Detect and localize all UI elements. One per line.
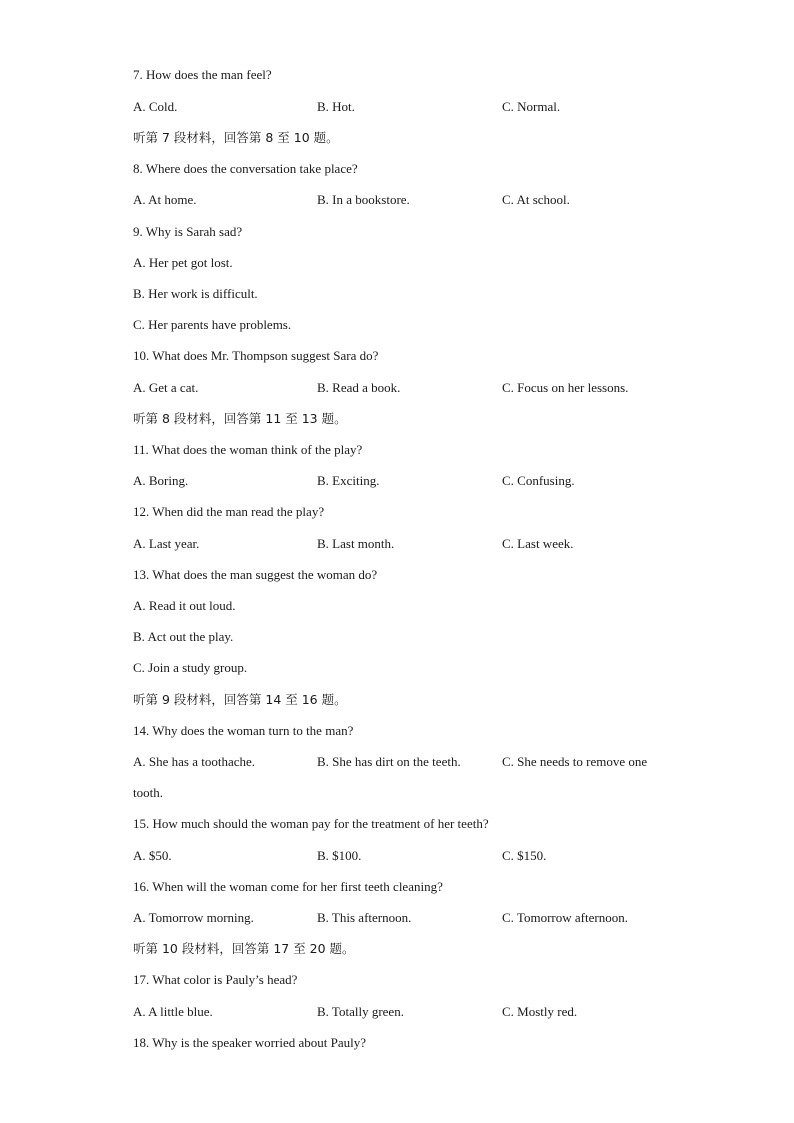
option-c: C. Join a study group.	[133, 660, 248, 675]
option-a: A. Her pet got lost.	[133, 255, 233, 270]
section-instruction-9: 听第 9 段材料，回答第 14 至 16 题。	[133, 692, 347, 707]
question-18: 18. Why is the speaker worried about Pauly?	[133, 1035, 366, 1050]
question-14: 14. Why does the woman turn to the man?	[133, 723, 354, 738]
option-a: A. Tomorrow morning.	[133, 910, 254, 925]
option-c-continuation: tooth.	[133, 785, 163, 800]
option-c: C. Normal.	[502, 99, 561, 114]
option-b: B. Act out the play.	[133, 629, 234, 644]
question-8: 8. Where does the conversation take place?	[133, 161, 358, 176]
option-c: C. Confusing.	[502, 473, 575, 488]
section-instruction-7: 听第 7 段材料，回答第 8 至 10 题。	[133, 130, 339, 145]
option-a: A. A little blue.	[133, 1004, 213, 1019]
question-17: 17. What color is Pauly’s head?	[133, 972, 298, 987]
question-9: 9. Why is Sarah sad?	[133, 224, 243, 239]
option-c: C. Her parents have problems.	[133, 317, 292, 332]
option-c: C. Mostly red.	[502, 1004, 578, 1019]
option-b: B. This afternoon.	[317, 910, 412, 925]
option-a: A. Boring.	[133, 473, 189, 488]
question-15: 15. How much should the woman pay for the treatment of her teeth?	[133, 816, 489, 831]
option-c: C. Last week.	[502, 536, 574, 551]
option-b: B. She has dirt on the teeth.	[317, 754, 461, 769]
option-a: A. $50.	[133, 848, 172, 863]
option-a: A. Get a cat.	[133, 380, 199, 395]
option-c: C. She needs to remove one	[502, 754, 648, 769]
option-a: A. Last year.	[133, 536, 200, 551]
question-13: 13. What does the man suggest the woman do?	[133, 567, 378, 582]
option-b: B. Her work is difficult.	[133, 286, 258, 301]
question-7: 7. How does the man feel?	[133, 67, 272, 82]
question-12: 12. When did the man read the play?	[133, 504, 325, 519]
option-b: B. Totally green.	[317, 1004, 404, 1019]
option-c: C. At school.	[502, 192, 570, 207]
option-a: A. Cold.	[133, 99, 178, 114]
question-10: 10. What does Mr. Thompson suggest Sara do?	[133, 348, 379, 363]
option-c: C. Tomorrow afternoon.	[502, 910, 628, 925]
question-16: 16. When will the woman come for her first teeth cleaning?	[133, 879, 443, 894]
option-b: B. Read a book.	[317, 380, 401, 395]
option-a: A. She has a toothache.	[133, 754, 256, 769]
option-c: C. Focus on her lessons.	[502, 380, 629, 395]
option-b: B. In a bookstore.	[317, 192, 410, 207]
section-instruction-10: 听第 10 段材料，回答第 17 至 20 题。	[133, 941, 355, 956]
option-b: B. $100.	[317, 848, 362, 863]
section-instruction-8: 听第 8 段材料，回答第 11 至 13 题。	[133, 411, 347, 426]
option-b: B. Hot.	[317, 99, 355, 114]
option-b: B. Exciting.	[317, 473, 380, 488]
option-a: A. At home.	[133, 192, 197, 207]
option-c: C. $150.	[502, 848, 547, 863]
question-11: 11. What does the woman think of the play?	[133, 442, 363, 457]
option-a: A. Read it out loud.	[133, 598, 236, 613]
option-b: B. Last month.	[317, 536, 395, 551]
